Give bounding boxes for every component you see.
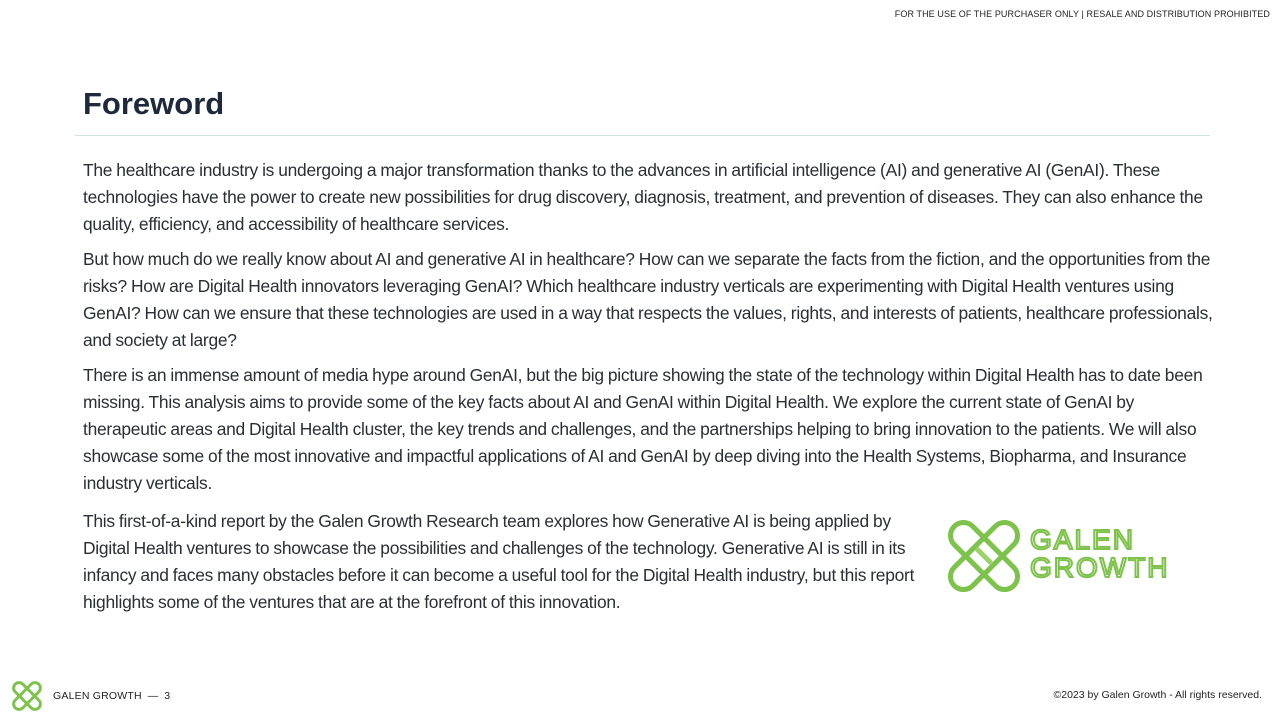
page-title: Foreword bbox=[83, 86, 225, 121]
footer-separator: — bbox=[147, 690, 159, 702]
paragraph-2: But how much do we really know about AI and generative AI in healthcare? How can we separate the facts from the fiction, and the opportunities from the risks? How are Digital Health innovators leveraging GenAI? Which healthcare industry verticals are experimenting with Digital Health ventures using GenAI? How can we ensure that these technologies are used in a way that respects the values, rights, and interests of patients, healthcare professionals, and society at large? bbox=[83, 249, 1213, 350]
paragraph-4: This first-of-a-kind report by the Galen Growth Research team explores how Generative AI is being applied by Digital Health ventures to showcase the possibilities and challenges of the technology. Generative AI is still in its infancy and faces many obstacles before it can become a useful tool for the Digital Health industry, but this report highlights some of the ventures that are at the forefront of this innovation. bbox=[83, 511, 915, 612]
galen-growth-small-icon bbox=[12, 681, 42, 711]
galen-growth-logo bbox=[948, 518, 1198, 594]
footer-brand-name: GALEN GROWTH bbox=[53, 690, 142, 702]
title-divider bbox=[75, 135, 1210, 136]
paragraph-1: The healthcare industry is undergoing a major transformation thanks to the advances in artificial intelligence (AI) and generative AI (GenAI). These technologies have the power to create new possibilities for drug discovery, diagnosis, treatment, and prevention of diseases. They can also enhance the quality, efficiency, and accessibility of healthcare services. bbox=[83, 160, 1203, 234]
logo-wordmark bbox=[1030, 526, 1170, 582]
header-disclaimer: FOR THE USE OF THE PURCHASER ONLY | RESALE AND DISTRIBUTION PROHIBITED bbox=[894, 9, 1270, 19]
footer-brand bbox=[12, 680, 170, 712]
galen-growth-x-icon bbox=[948, 520, 1020, 592]
logo-line-2: GROWTH bbox=[1030, 552, 1170, 583]
logo-line-1: GALEN bbox=[1030, 524, 1135, 555]
page-number: 3 bbox=[164, 690, 171, 702]
footer-copyright: ©2023 by Galen Growth - All rights reserved. bbox=[1053, 689, 1262, 701]
paragraph-3: There is an immense amount of media hype around GenAI, but the big picture showing the state of the technology within Digital Health has to date been missing. This analysis aims to provide some of the key facts about AI and GenAI within Digital Health. We explore the current state of GenAI by therapeutic areas and Digital Health cluster, the key trends and challenges, and the partnerships helping to bring innovation to the patients. We will also showcase some of the most innovative and impactful applications of AI and GenAI by deep diving into the Health Systems, Biopharma, and Insurance industry verticals. bbox=[83, 365, 1203, 493]
